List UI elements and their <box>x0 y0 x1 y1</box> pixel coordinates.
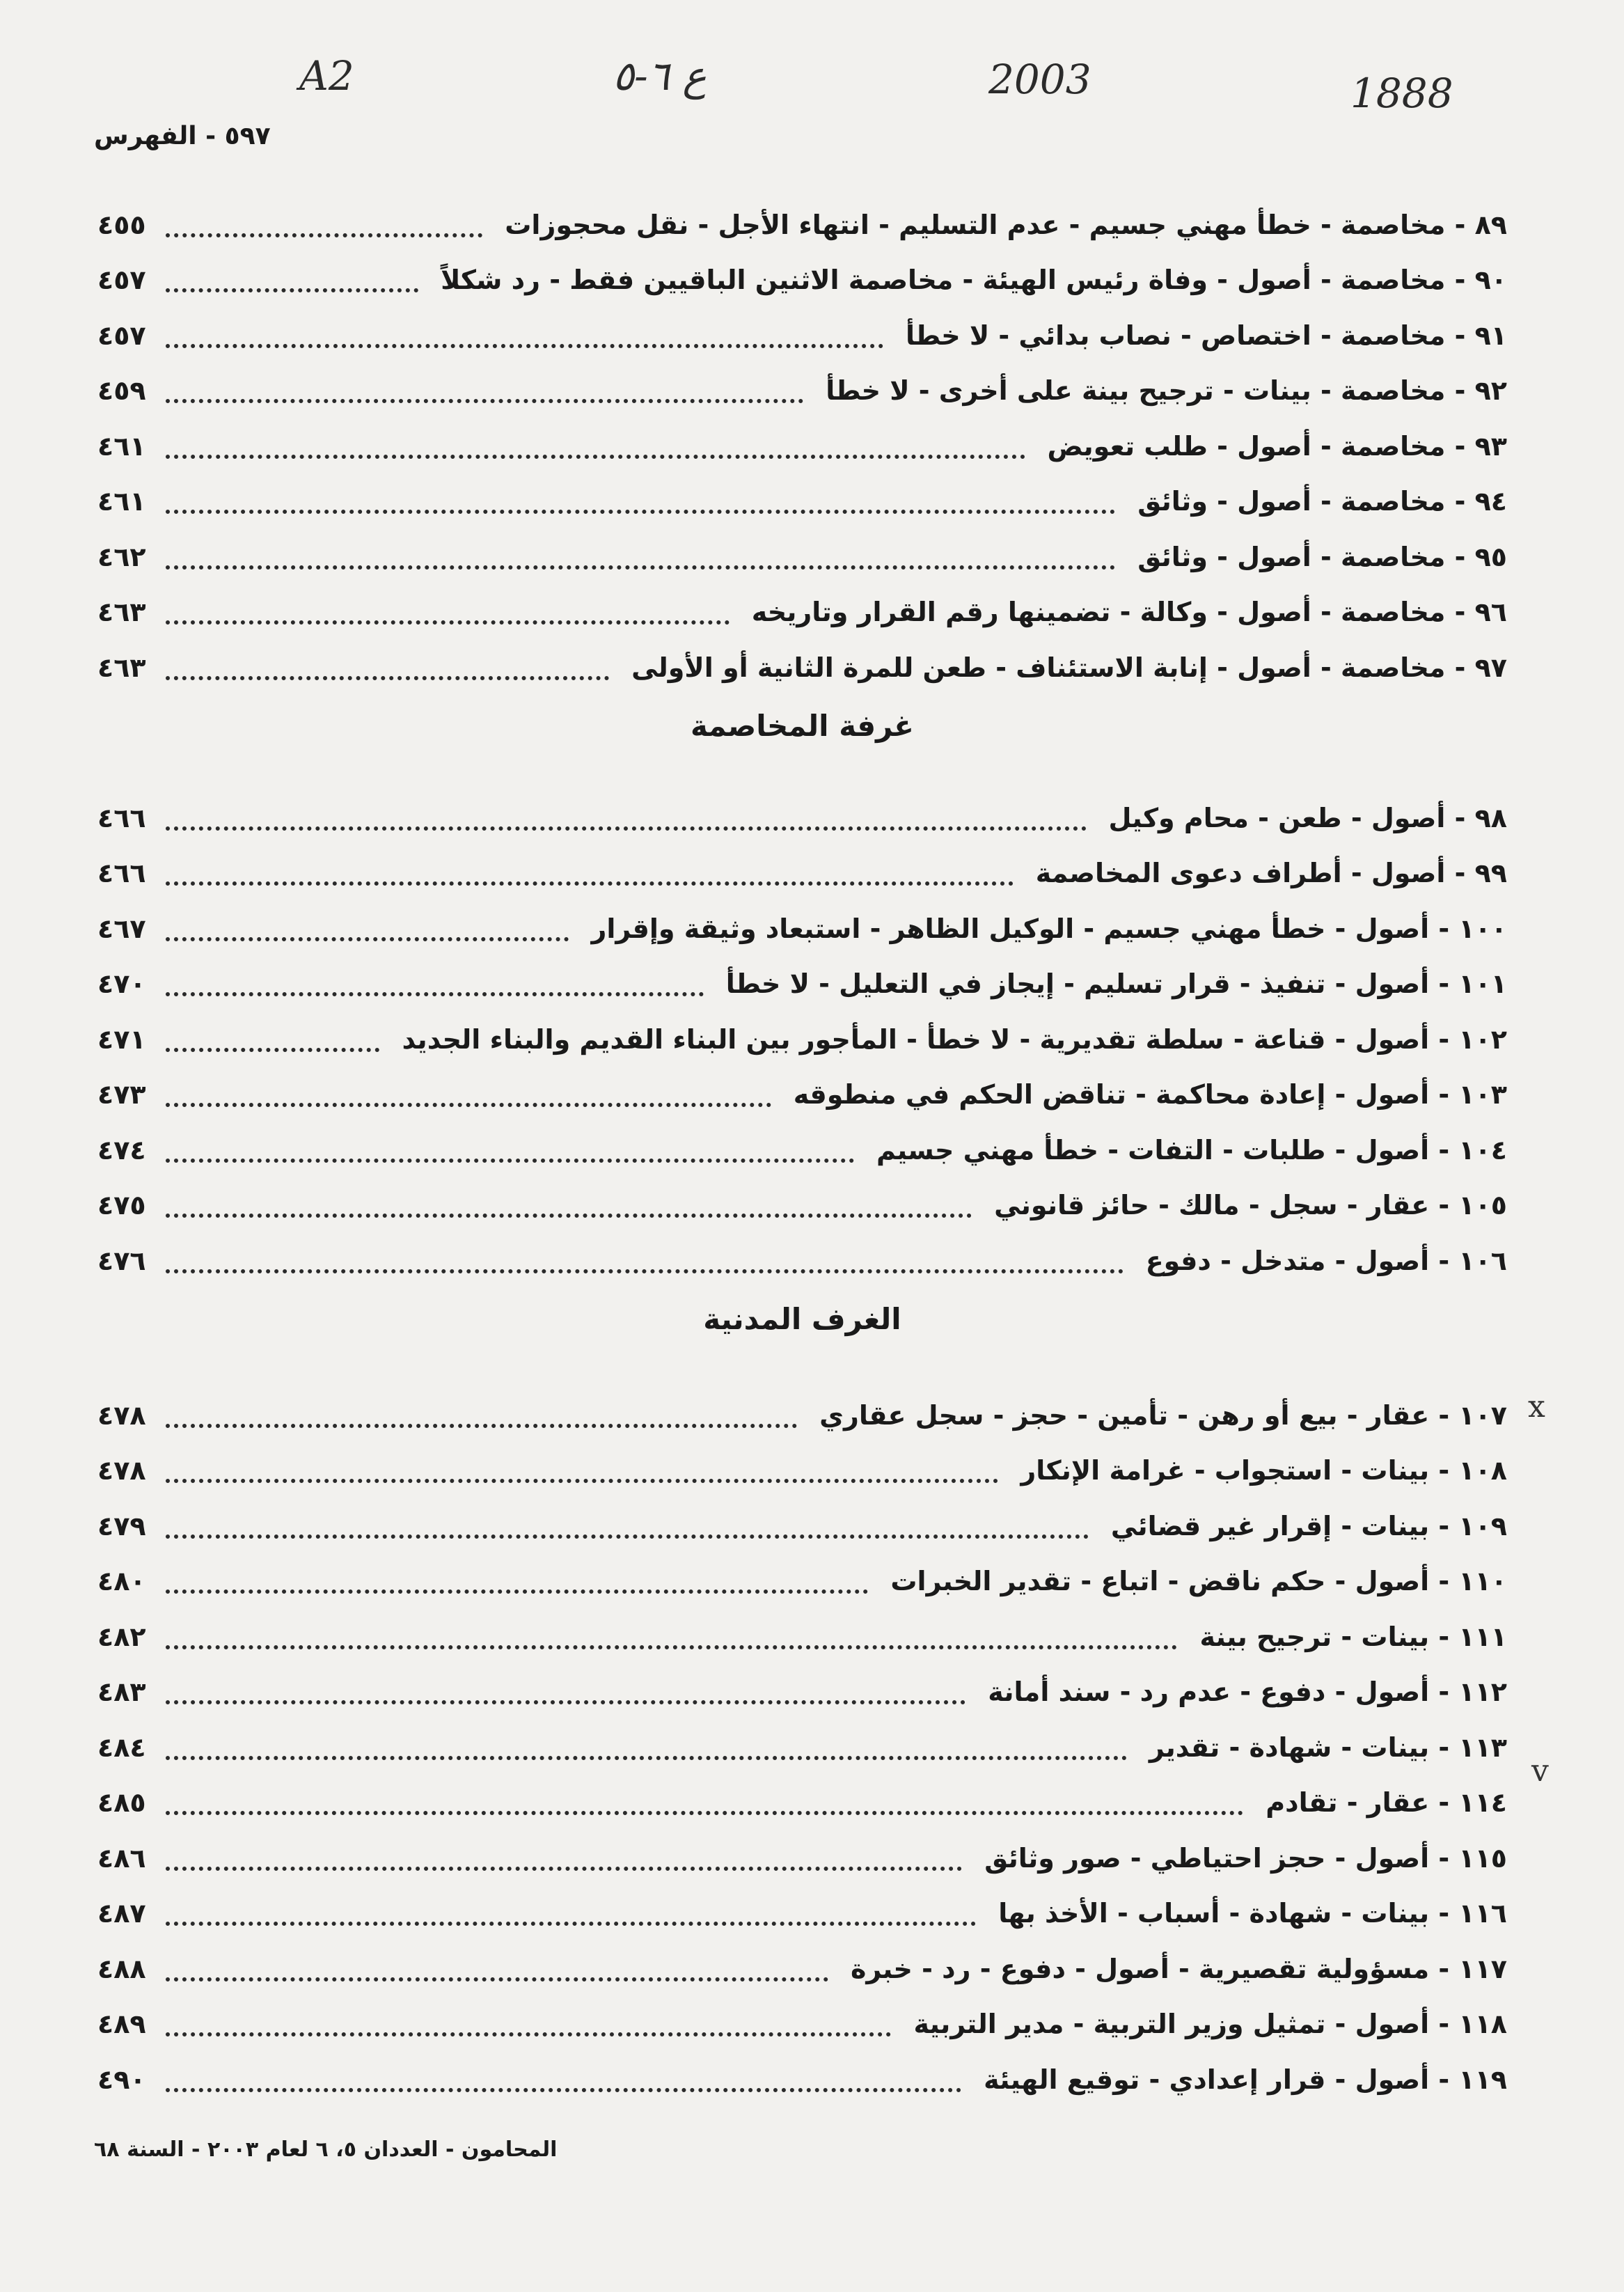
entry-text: ١١٢ - أصول - دفوع - عدم رد - سند أمانة <box>988 1677 1507 1708</box>
index-entry <box>97 790 1507 846</box>
page-number: ٤٥٥ <box>97 209 146 240</box>
entry-text: ١٠٠ - أصول - خطأ مهني جسيم - الوكيل الظاهر - استبعاد وثيقة وإقرار <box>591 913 1507 944</box>
section-heading-civil-chambers: الغرف المدنية <box>703 1302 901 1336</box>
entry-text: ١١٥ - أصول - حجز احتياطي - صور وثائق <box>984 1842 1507 1874</box>
entry-text: ١١٦ - بينات - شهادة - أسباب - الأخذ بها <box>998 1898 1507 1929</box>
handwritten-initials: A2 <box>299 52 354 100</box>
index-entry <box>97 1720 1507 1775</box>
dot-leader <box>166 226 482 237</box>
entry-text: ١٠٢ - أصول - قناعة - سلطة تقديرية - لا خطأ - المأجور بين البناء القديم والبناء الجديد <box>402 1023 1507 1055</box>
entry-text: ٩٢ - مخاصمة - بينات - ترجيح بينة على أخرى - لا خطأ <box>826 375 1507 407</box>
dot-leader <box>166 1528 1089 1539</box>
entry-text: ٩٧ - مخاصمة - أصول - إنابة الاستئناف - طعن للمرة الثانية أو الأولى <box>631 652 1507 683</box>
entry-text: ١٠٩ - بينات - إقرار غير قضائي <box>1110 1510 1507 1541</box>
index-entry <box>97 529 1507 585</box>
index-entry <box>97 1886 1507 1942</box>
page-number: ٤٦٦ <box>97 858 146 889</box>
entry-text: ٩٩ - أصول - أطراف دعوى المخاصمة <box>1035 858 1507 889</box>
index-section-civil-chambers <box>97 1388 1507 2107</box>
entry-text: ١٠١ - أصول - تنفيذ - قرار تسليم - إيجاز في التعليل - لا خطأ <box>725 968 1507 1000</box>
index-entry <box>97 1830 1507 1886</box>
index-entry <box>97 1388 1507 1443</box>
entry-text: ٩٥ - مخاصمة - أصول - وثائق <box>1137 541 1507 572</box>
index-entry <box>97 1554 1507 1610</box>
dot-leader <box>166 1096 771 1107</box>
dot-leader <box>166 1693 965 1704</box>
index-entry <box>97 846 1507 902</box>
index-entry <box>97 308 1507 363</box>
dot-leader <box>166 1041 379 1052</box>
index-entry <box>97 1941 1507 1997</box>
dot-leader <box>166 1262 1124 1273</box>
page-number: ٤٨٨ <box>97 1953 146 1984</box>
page-number: ٤٥٧ <box>97 320 146 351</box>
page-number: ٤٨٠ <box>97 1566 146 1597</box>
page-number: ٤٧٥ <box>97 1190 146 1221</box>
page-number: ٤٦٣ <box>97 597 146 628</box>
entry-text: ٩٨ - أصول - طعن - محام وكيل <box>1108 802 1507 833</box>
entry-text: ١١١ - بينات - ترجيح بينة <box>1199 1621 1507 1652</box>
dot-leader <box>166 930 569 941</box>
index-entry <box>97 1997 1507 2052</box>
index-entry <box>97 1498 1507 1554</box>
dot-leader <box>166 1915 976 1926</box>
index-entry <box>97 640 1507 696</box>
dot-leader <box>166 874 1014 886</box>
dot-leader <box>166 503 1115 514</box>
dot-leader <box>166 1970 828 1981</box>
page-number: ٤٧٨ <box>97 1455 146 1486</box>
page-number: ٤٨٤ <box>97 1732 146 1763</box>
entry-text: ١٠٤ - أصول - طلبات - التفات - خطأ مهني جسيم <box>876 1134 1507 1165</box>
dot-leader <box>166 337 883 348</box>
page-number: ٤٧٩ <box>97 1510 146 1541</box>
dot-leader <box>166 819 1087 831</box>
dot-leader <box>166 669 609 680</box>
index-entry <box>97 1067 1507 1123</box>
index-entry <box>97 253 1507 308</box>
page-number: ٤٧٨ <box>97 1399 146 1431</box>
index-entry <box>97 418 1507 474</box>
page-footer: المحامون - العددان ٥، ٦ لعام ٢٠٠٣ - السنة ٦٨ <box>94 2137 558 2162</box>
entry-text: ٩١ - مخاصمة - اختصاص - نصاب بدائي - لا خطأ <box>905 320 1507 351</box>
dot-leader <box>166 1583 868 1594</box>
index-entry <box>97 1775 1507 1831</box>
dot-leader <box>166 2081 961 2092</box>
index-entry <box>97 1609 1507 1665</box>
entry-text: ١١٠ - أصول - حكم ناقض - اتباع - تقدير الخبرات <box>890 1566 1507 1597</box>
page-number: ٤٨٦ <box>97 1842 146 1874</box>
page-number: ٤٧١ <box>97 1023 146 1055</box>
index-entry <box>97 901 1507 957</box>
page-header: ٥٩٧ - الفهرس <box>94 122 271 150</box>
dot-leader <box>166 448 1025 459</box>
dot-leader <box>166 985 704 996</box>
dot-leader <box>166 1860 962 1871</box>
page-number: ٤٦٧ <box>97 913 146 944</box>
entry-text: ١١٩ - أصول - قرار إعدادي - توقيع الهيئة <box>984 2064 1507 2095</box>
page-number: ٤٥٩ <box>97 375 146 407</box>
dot-leader <box>166 392 803 403</box>
entry-text: ١١٨ - أصول - تمثيل وزير التربية - مدير التربية <box>913 2009 1507 2040</box>
entry-text: ٩٤ - مخاصمة - أصول - وثائق <box>1137 486 1507 517</box>
entry-text: ٩٣ - مخاصمة - أصول - طلب تعويض <box>1047 430 1507 462</box>
entry-text: ١١٣ - بينات - شهادة - تقدير <box>1149 1732 1507 1763</box>
entry-text: ١٠٣ - أصول - إعادة محاكمة - تناقض الحكم في منطوقه <box>793 1079 1507 1110</box>
entry-text: ١٠٦ - أصول - متدخل - دفوع <box>1145 1245 1507 1276</box>
dot-leader <box>166 1417 797 1428</box>
page-number: ٤٨٩ <box>97 2009 146 2040</box>
entry-text: ٨٩ - مخاصمة - خطأ مهني جسيم - عدم التسليم - انتهاء الأجل - نقل محجوزات <box>505 209 1507 240</box>
index-entry <box>97 474 1507 530</box>
page-number: ٤٨٥ <box>97 1787 146 1819</box>
dot-leader <box>166 281 418 292</box>
entry-text: ٩٦ - مخاصمة - أصول - وكالة - تضمينها رقم القرار وتاريخه <box>751 597 1507 628</box>
page-number: ٤٨٢ <box>97 1621 146 1652</box>
index-entry <box>97 197 1507 253</box>
page-number: ٤٨٣ <box>97 1677 146 1708</box>
index-section-mukhasama-chamber <box>97 790 1507 1289</box>
index-entry <box>97 363 1507 419</box>
handwritten-volume: ع ٦-٥ <box>613 52 707 100</box>
page-number: ٤٩٠ <box>97 2064 146 2095</box>
dot-leader <box>166 613 730 625</box>
dot-leader <box>166 1749 1127 1760</box>
dot-leader <box>166 558 1115 570</box>
page-number: ٤٦١ <box>97 486 146 517</box>
entry-text: ١٠٥ - عقار - سجل - مالك - حائز قانوني <box>994 1190 1507 1221</box>
page-number: ٤٦١ <box>97 430 146 462</box>
dot-leader <box>166 2025 891 2036</box>
margin-mark-x: x <box>1528 1389 1545 1424</box>
dot-leader <box>166 1804 1243 1815</box>
index-entry <box>97 1443 1507 1499</box>
entry-text: ١١٧ - مسؤولية تقصيرية - أصول - دفوع - رد - خبرة <box>850 1953 1507 1984</box>
index-section-mukhasama <box>97 197 1507 696</box>
page-number: ٤٧٦ <box>97 1245 146 1276</box>
page-number: ٤٥٧ <box>97 265 146 296</box>
dot-leader <box>166 1472 998 1483</box>
index-entry <box>97 1012 1507 1067</box>
section-heading-mukhasama-chamber: غرفة المخاصمة <box>691 709 914 743</box>
page-number: ٤٦٢ <box>97 541 146 572</box>
entry-text: ١٠٨ - بينات - استجواب - غرامة الإنكار <box>1020 1455 1507 1486</box>
index-entry <box>97 1665 1507 1720</box>
index-entry <box>97 2052 1507 2107</box>
dot-leader <box>166 1638 1177 1649</box>
index-entry <box>97 1122 1507 1178</box>
handwritten-code: 1888 <box>1350 70 1453 117</box>
index-entry <box>97 1233 1507 1289</box>
dot-leader <box>166 1152 854 1163</box>
index-entry <box>97 585 1507 641</box>
handwritten-year: 2003 <box>988 56 1091 103</box>
page-number: ٤٧٠ <box>97 968 146 1000</box>
entry-text: ١١٤ - عقار - تقادم <box>1266 1787 1507 1819</box>
page-number: ٤٧٤ <box>97 1134 146 1165</box>
page-number: ٤٧٣ <box>97 1079 146 1110</box>
page-number: ٤٦٦ <box>97 802 146 833</box>
entry-text: ١٠٧ - عقار - بيع أو رهن - تأمين - حجز - سجل عقاري <box>819 1399 1507 1431</box>
index-entry <box>97 957 1507 1012</box>
page-number: ٤٨٧ <box>97 1898 146 1929</box>
dot-leader <box>166 1207 972 1218</box>
entry-text: ٩٠ - مخاصمة - أصول - وفاة رئيس الهيئة - مخاصمة الاثنين الباقيين فقط - رد شكلاً <box>441 265 1507 296</box>
margin-mark-v: v <box>1531 1753 1549 1789</box>
index-entry <box>97 1178 1507 1234</box>
page-number: ٤٦٣ <box>97 652 146 683</box>
